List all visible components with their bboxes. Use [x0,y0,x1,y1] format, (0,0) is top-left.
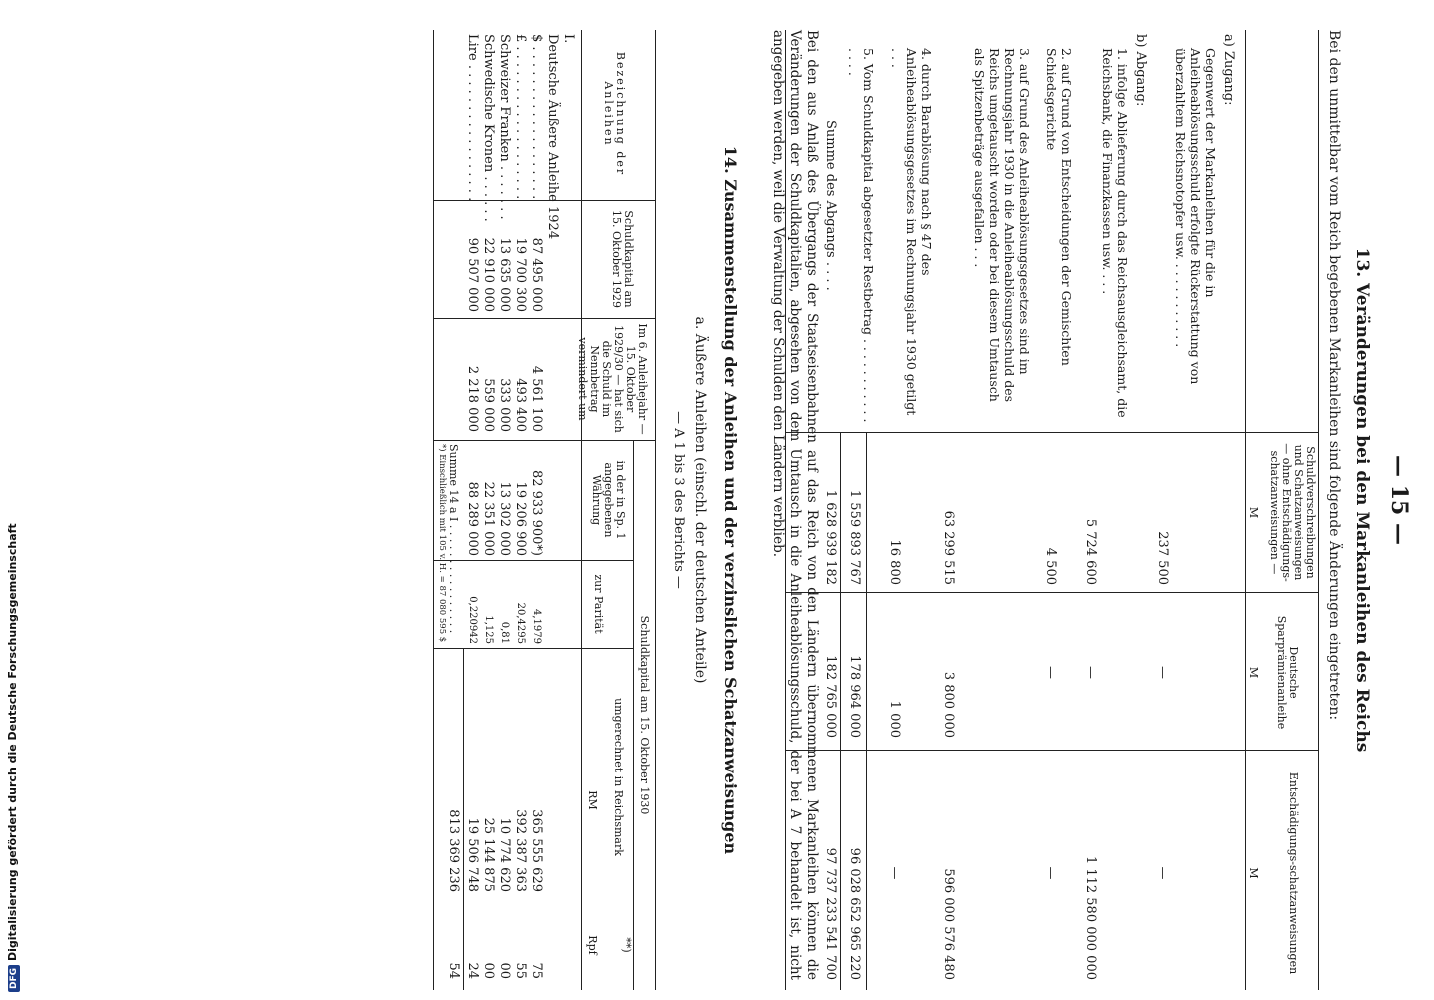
table-13-row-label: Gegenwert der Markanleihen für die in Anleiheablösungsschuld erfolgte Rückerstattung von überzahltem Reichsnotopfer usw. . . . . . . . . . . . [1173,48,1218,385]
table-14-section-label: I. [561,34,576,44]
table-13-cell: — [1083,666,1098,679]
table-14-cell: 19 206 900 [513,481,528,556]
table-13-header-col3: Entschädigungs-schatzanweisungen [1287,771,1300,975]
table-14-cell: 22 910 000 [481,237,496,312]
table-14-cell: 13 635 000 [497,237,512,312]
table-13-cell: 63 299 515 [941,510,956,585]
table-14-cell: 19 700 300 [513,237,528,312]
table-13-cell: 237 500 [1155,531,1170,585]
table-14-row-name: £ . . . . . . . . . . . . . . . . . . . [513,34,528,200]
table-13-cell: 4 500 [1043,547,1058,585]
table-14-cell: 4,1979 [531,609,542,644]
table-14-cell: 55 [513,962,528,979]
section-13-intro: Bei den unmittelbar vom Reich begebenen Markanleihen sind folgende Änderungen eingetreten: [1326,30,1342,721]
table-14-header-minus: Im 6. Anleihejahr — 15. Oktober 1929/30 — hat sich die Schuld im Nennbetrag vermindert um [576,323,649,435]
table-13-row-label: 2. auf Grund von Entscheidungen der Gemischten Schiedsgerichte [1044,48,1074,366]
table-13-cell: — [1043,866,1058,880]
table-14-unit-rm: RM [586,790,599,810]
table-14-cell: 88 289 000 [465,481,480,556]
section-14-subtitle-2: — A 1 bis 3 des Berichts — [671,411,686,589]
table-13-row-label: 4. durch Barablösung nach § 47 des Anleiheablösungsgesetzes im Rechnungsjahr 1930 getilgt . . . [889,48,934,416]
table-13-cell: 3 800 000 [941,671,956,738]
table-14-header-rm: umgerechnet in Reichsmark [612,698,625,856]
table-13-cell: — [1155,866,1170,880]
table-14-footnote-mark: **) [620,937,633,953]
table-14-row-name: Schweizer Franken . . . . . . . [497,34,512,220]
table-14-cell: 0,81 [499,621,510,644]
page-number: — 15 — [1386,455,1412,545]
table-14-sum-label: Summe 14 a I . . . . . . . . . . . . . . . . [447,444,460,634]
table-14-cell: 10 774 620 [497,817,512,892]
table-14-cell: 90 507 000 [465,237,480,312]
section-14-title: 14. Zusammenstellung der Anleihen und der verzinslichen Schatzanweisungen [721,145,740,855]
table-14-cell: 82 933 900*) [529,469,544,556]
table-13-cell: 1 000 [887,700,902,738]
table-13-row-label: 5. Vom Schuldkapital abgesetzter Restbetrag . . . . . . . . . . . . . . . [846,48,876,423]
table-14-row-name: $ . . . . . . . . . . . . . . . . . . . [529,34,544,200]
table-13-cell: 1 559 893 767 [847,489,862,585]
table-13-unit-col2: M [1247,666,1260,679]
table-13-header-col1: Schuldverschreibungen und Schatzanweisungen — ohne Entschädigungs-schatzanweisungen — [1268,443,1317,582]
table-13-cell: — [887,866,902,880]
table-13-row-label: 3. auf Grund des Anleiheablösungsgesetzes sind im Rechnungsjahr 1930 in die Anleiheablösungsschuld des Reichs umgetauscht worden oder bei diesem Umtausch als Spitzenbeträge ausgefallen . . . [972,48,1032,403]
table-13-cell: 96 028 652 965 220 [847,847,862,980]
table-13-cell: 596 000 576 480 [941,868,956,980]
table-14-unit-rpf: Rpf [586,935,599,955]
table-14-cell: 365 555 629 [529,809,544,892]
table-14-cell: 1,125 [483,615,494,644]
table-13-row-label: a) Zugang: [1221,34,1236,106]
table-14-header-k1930: in der in Sp. 1 angegebenen Währung [590,460,627,540]
table-13-cell: — [1155,666,1170,679]
table-13-unit-col1: M [1247,506,1260,519]
table-14-cell: 392 387 363 [513,809,528,892]
table-14-cell: 00 [481,962,496,979]
table-13-sum-cell: 97 737 233 541 700 [823,847,838,980]
table-13-cell: 1 112 580 000 000 [1083,855,1098,980]
table-13-cell: 178 964 000 [847,655,862,738]
footer-text: Digitalisierung gefördert durch die Deutsche Forschungsgemeinschaft [6,523,19,961]
digitization-footer [6,523,20,992]
table-14-cell: 22 351 000 [481,481,496,556]
table-14-cell: 4 561 100 [529,365,544,432]
table-14-footnote-1: *) Einschließlich mit 105 v. H. = 87 080 595 $ [437,444,447,643]
table-14-cell: 87 495 000 [529,237,544,312]
table-14-cell: 00 [497,962,512,979]
table-14-header-name: Bezeichnung der Anleihen [602,51,627,177]
table-14-cell: 559 000 [481,378,496,432]
table-14-row-name: Schwedische Kronen . . . . . . [481,34,496,222]
table-14-cell: 24 [465,962,480,979]
table-13-row-label: b) Abgang: [1133,34,1148,107]
table-14-sum-rpf: 54 [446,962,461,979]
table-14-cell: 19 506 748 [465,817,480,892]
table-14-header-k1929: Schuldkapital am 15. Oktober 1929 [610,209,635,309]
table-13-cell: 5 724 600 [1083,518,1098,585]
table-14-cell: 25 144 875 [481,817,496,892]
table-13-header-col2: Deutsche Sparprämienanleihe [1275,615,1300,730]
dfg-logo: DFG [8,965,20,992]
table-13-sum-cell: 182 765 000 [823,655,838,738]
table-14-cell: 333 000 [497,378,512,432]
table-13-sum-cell: 1 628 939 182 [823,489,838,585]
table-14-header-parity: zur Parität [592,574,605,634]
table-14-cell: 493 400 [513,378,528,432]
table-13-unit-col3: M [1247,867,1260,879]
table-13-sum-label: Summe des Abgangs . . . . [823,120,838,291]
table-14-cell: 75 [529,962,544,979]
section-14-subtitle: a. Äußere Anleihen (einschl. der deutschen Anteile) [692,316,708,684]
table-14-row-name: Lire . . . . . . . . . . . . . . . . . [465,34,480,202]
table-14-cell: 0,220942 [467,596,478,644]
table-13-row-label: 1. infolge Ablieferung durch das Reichsausgleichsamt, die Reichsbank, die Finanzkassen usw. . . . [1100,48,1130,418]
table-13-cell: 16 800 [887,539,902,585]
table-14-cell: 20,4295 [515,602,526,644]
section-13-title: 13. Veränderungen bei den Markanleihen des Reichs [1352,247,1372,753]
table-14-cell: 13 302 000 [497,481,512,556]
table-13-cell: — [1043,666,1058,679]
table-14-header-group: Schuldkapital am 15. Oktober 1930 [638,615,651,815]
table-14-sum-rm: 813 369 236 [446,809,461,892]
table-14-cell: 2 218 000 [465,365,480,432]
section-13-note: Bei den aus Anlaß des Übergangs der Staatseisenbahnen auf das Reich von den Ländern übernommenen Markanleihen können die Veränderungen der Schuldkapitalien, abgesehen von dem Umtausch in die Anleiheablösungsschuld, der bei A 7 behandelt ist, nicht angegeben werden, weil die Verwaltung der Schulden den Ländern verblieb. [770,30,820,980]
table-14-row-name: Deutsche Äußere Anleihe 1924 [545,34,560,240]
